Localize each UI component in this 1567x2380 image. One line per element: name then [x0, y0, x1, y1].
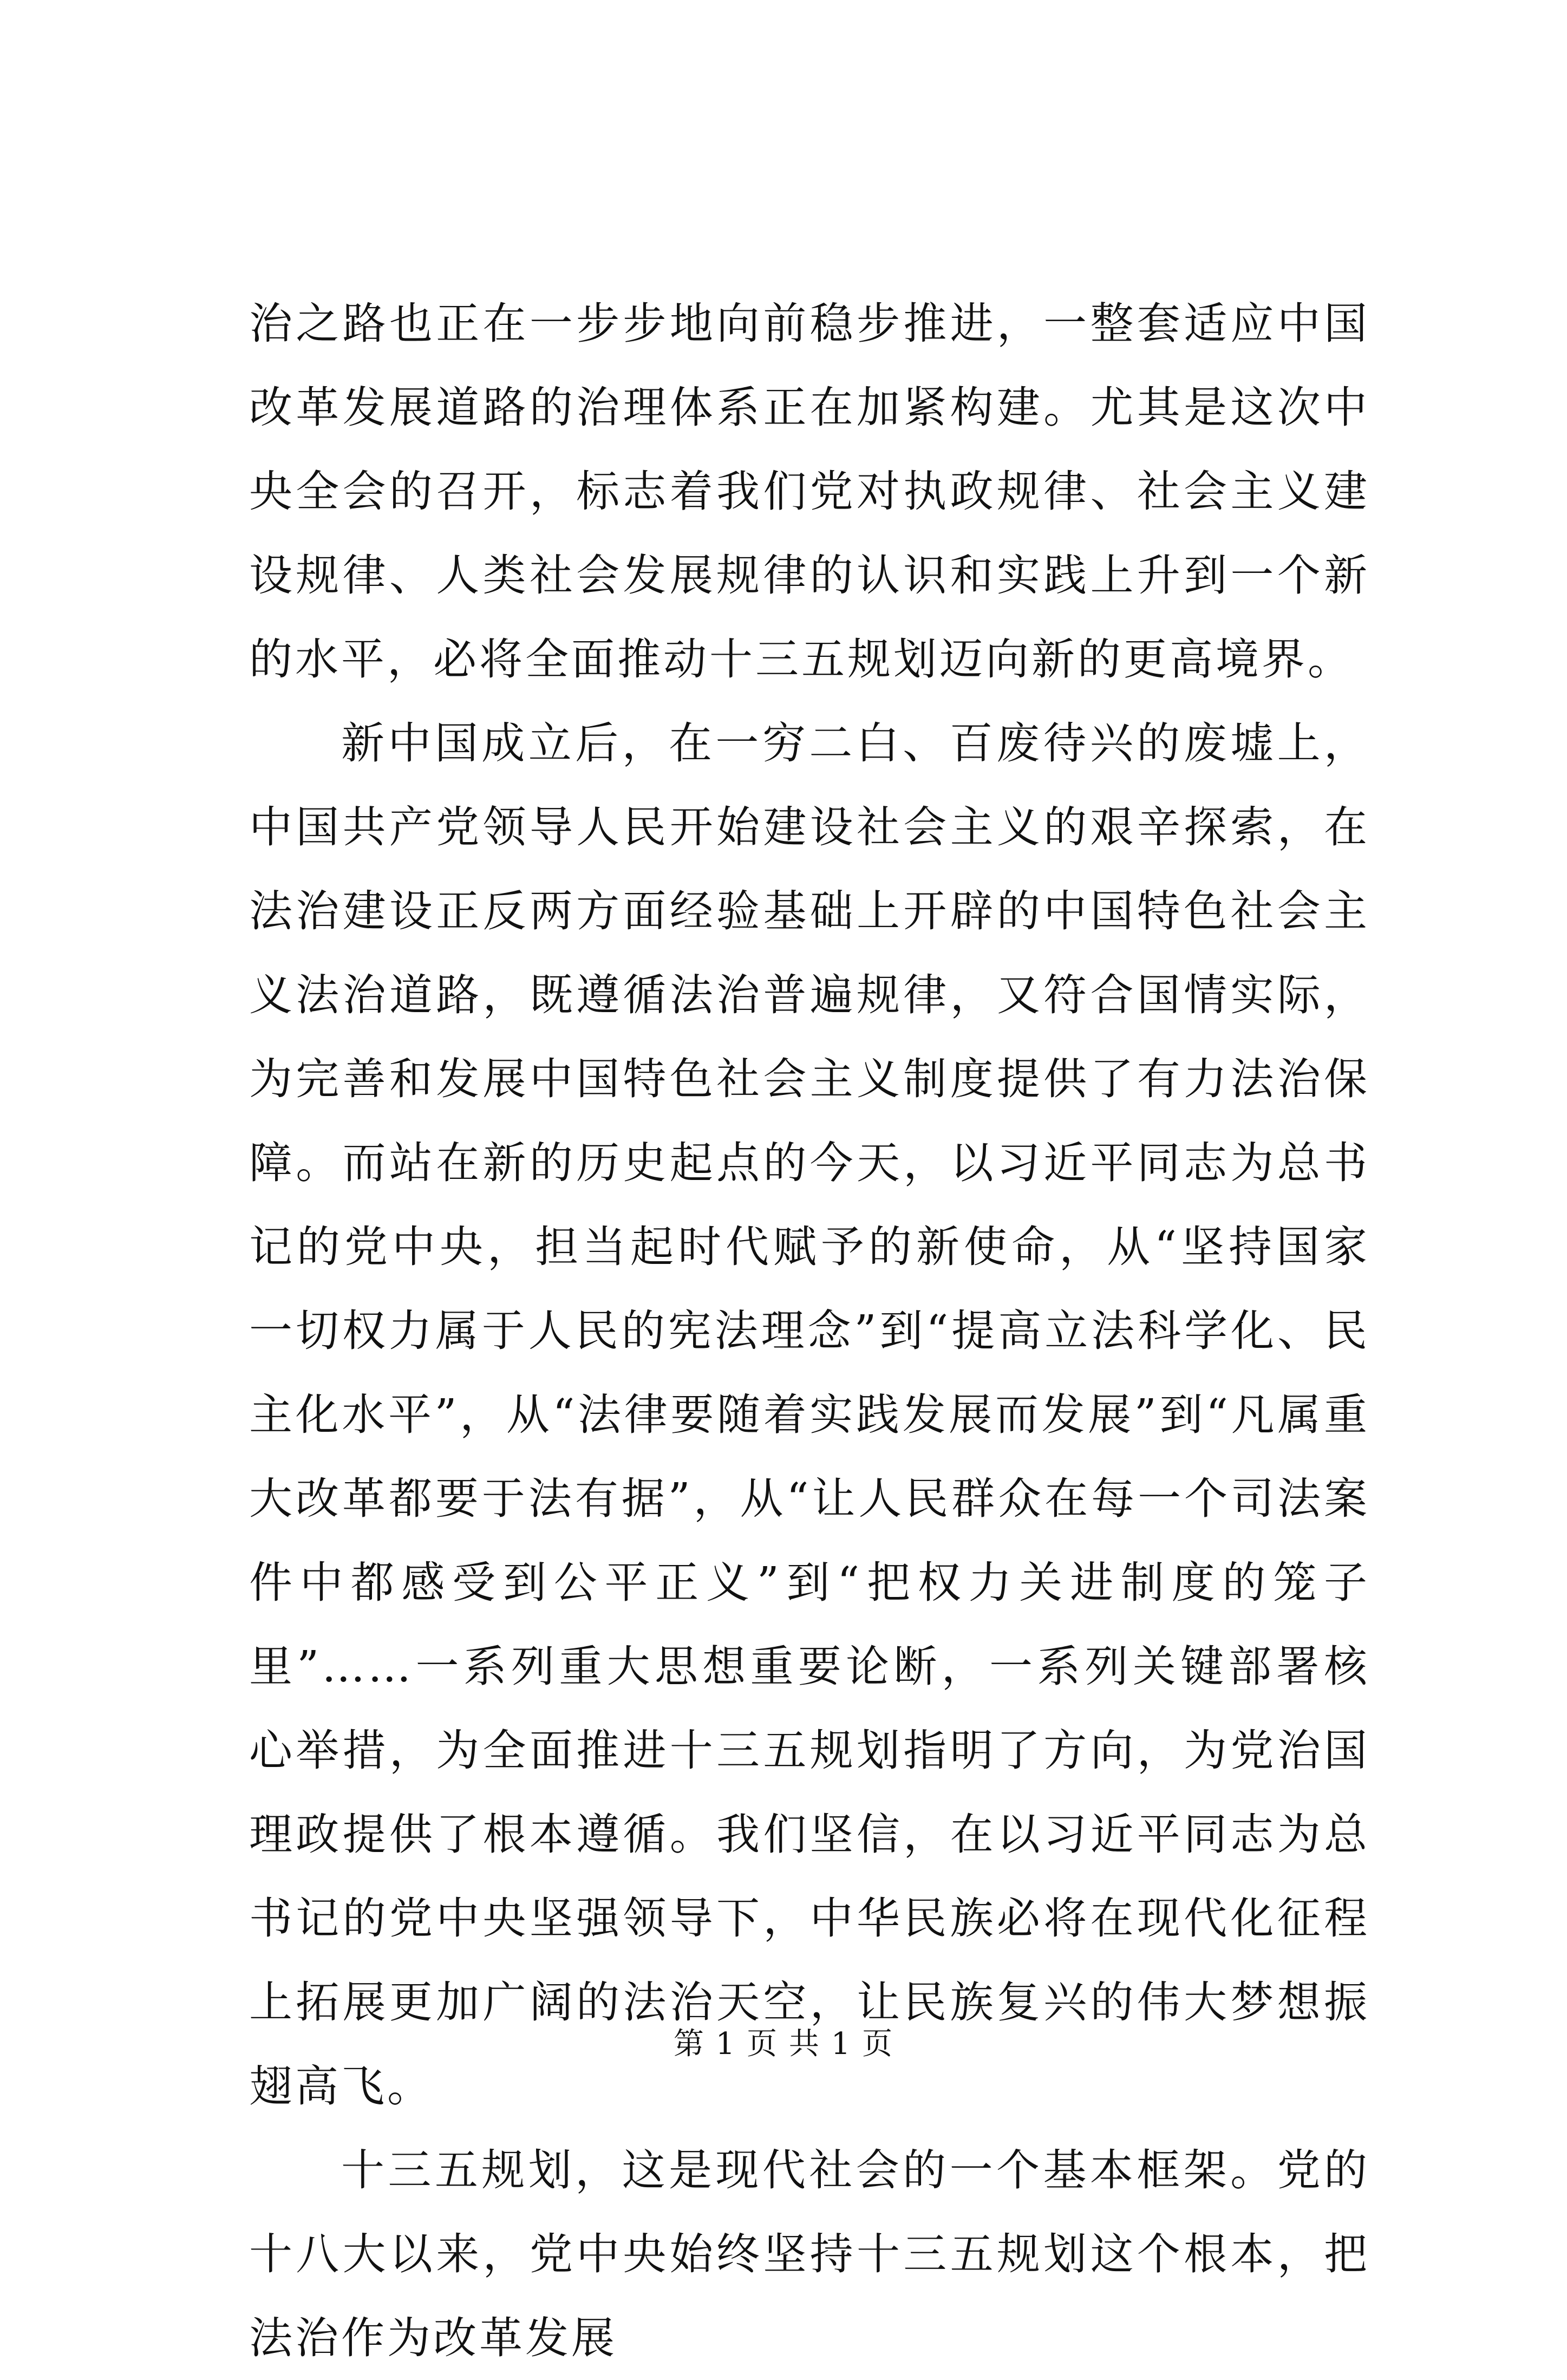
paragraph-3: 十三五规划，这是现代社会的一个基本框架。党的十八大以来，党中央始终坚持十三五规划这个根本，把法治作为改革发展 — [249, 2145, 1370, 2363]
page-footer — [0, 2023, 1567, 2066]
paragraph-1: 治之路也正在一步步地向前稳步推进，一整套适应中国改革发展道路的治理体系正在加紧构建。尤其是这次中央全会的召开，标志着我们党对执政规律、社会主义建设规律、人类社会发展规律的认识和实践上升到一个新的水平，必将全面推动十三五规划迈向新的更高境界。 — [249, 298, 1370, 684]
page-number-label: 第 1 页 共 1 页 — [673, 2026, 894, 2062]
paragraph-2: 新中国成立后，在一穷二白、百废待兴的废墟上，中国共产党领导人民开始建设社会主义的艰辛探索，在法治建设正反两方面经验基础上开辟的中国特色社会主义法治道路，既遵循法治普遍规律，又符合国情实际，为完善和发展中国特色社会主义制度提供了有力法治保障。而站在新的历史起点的今天，以习近平同志为总书记的党中央，担当起时代赋予的新使命，从“坚持国家一切权力属于人民的宪法理念”到“提高立法科学化、民主化水平”，从“法律要随着实践发展而发展”到“凡属重大改革都要于法有据”，从“让人民群众在每一个司法案件中都感受到公平正义”到“把权力关进制度的笼子里”……一系列重大思想重要论断，一系列关键部署核心举措，为全面推进十三五规划指明了方向，为党治国理政提供了根本遵循。我们坚信，在以习近平同志为总书记的党中央坚强领导下，中华民族必将在现代化征程上拓展更加广阔的法治天空，让民族复兴的伟大梦想振翅高飞。 — [249, 718, 1370, 2111]
